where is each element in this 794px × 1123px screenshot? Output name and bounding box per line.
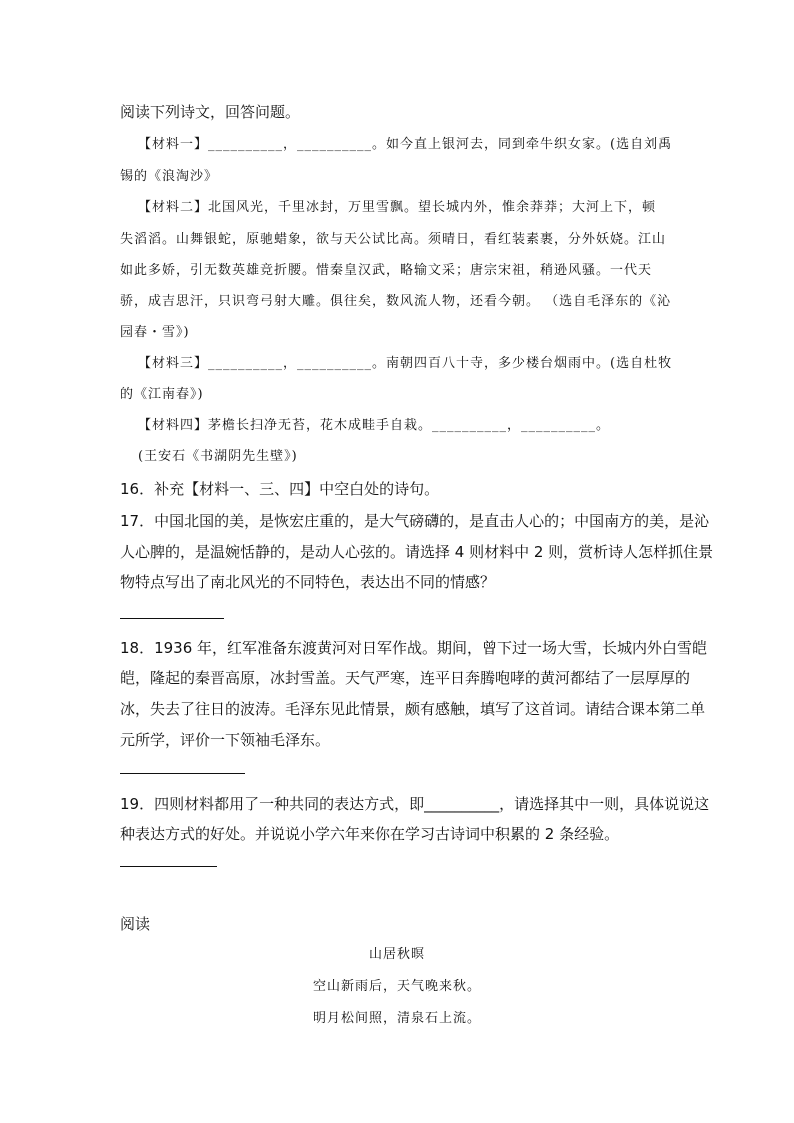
poem-line-2: 明月松间照，清泉石上流。 — [312, 1011, 481, 1026]
material-one-line-1: 【材料一】__________，__________。如今直上银河去，同到牵牛织女家。(选自刘禹 — [138, 137, 673, 152]
answer-line-17[interactable] — [120, 618, 224, 619]
answer-line-18[interactable] — [120, 773, 245, 774]
question-18-line-3: 冰，失去了往日的波涛。毛泽东见此情景，颇有感触，填写了这首词。请结合课本第二单 — [120, 700, 706, 718]
material-two-line-2: 失滔滔。山舞银蛇，原驰蜡象，欲与天公试比高。须晴日，看红装素裹，分外妖娆。江山 — [120, 232, 667, 247]
poem-title: 山居秋暝 — [368, 947, 425, 962]
question-18-line-4: 元所学，评价一下领袖毛泽东。 — [120, 731, 331, 749]
question-19-line-1: 19．四则材料都用了一种共同的表达方式，即__________，请选择其中一则，具体说说这 — [120, 795, 710, 813]
poem-line-1: 空山新雨后，天气晚来秋。 — [312, 979, 481, 994]
material-one-line-2: 锡的《浪淘沙》 — [120, 169, 219, 184]
question-17-line-1: 17．中国北国的美，是恢宏庄重的，是大气磅礴的，是直击人心的；中国南方的美，是沁 — [120, 512, 710, 530]
material-four-line-1: 【材料四】茅檐长扫净无苔，花木成畦手自栽。__________，__________。 — [138, 418, 611, 433]
material-two-line-4: 骄，成吉思汗，只识弯弓射大雕。俱往矣，数风流人物，还看今朝。 （选自毛泽东的《沁 — [120, 294, 672, 309]
reading-instruction: 阅读下列诗文，回答问题。 — [120, 103, 301, 121]
question-17-line-3: 物特点写出了南北风光的不同特色，表达出不同的情感？ — [120, 573, 496, 591]
material-two-line-3: 如此多娇，引无数英雄竞折腰。惜秦皇汉武，略输文采；唐宗宋祖，稍逊风骚。一代天 — [120, 263, 653, 278]
question-18-line-1: 18．1936 年，红军准备东渡黄河对日军作战。期间，曾下过一场大雪，长城内外白雪皑 — [120, 639, 708, 657]
material-two-line-5: 园春・雪》) — [120, 325, 190, 340]
answer-line-19[interactable] — [120, 866, 217, 867]
question-16: 16．补充【材料一、三、四】中空白处的诗句。 — [120, 480, 440, 498]
question-19-line-2: 种表达方式的好处。并说说小学六年来你在学习古诗词中积累的 2 条经验。 — [120, 825, 620, 843]
material-four-source: (王安石《书湖阴先生壁》) — [138, 449, 298, 464]
question-17-line-2: 人心脾的，是温婉恬静的，是动人心弦的。请选择 4 则材料中 2 则，赏析诗人怎样抓住景 — [120, 543, 714, 561]
reading-section-label: 阅读 — [120, 915, 151, 933]
material-three-line-2: 的《江南春》) — [120, 387, 204, 402]
material-two-line-1: 【材料二】北国风光，千里冰封，万里雪飘。望长城内外，惟余莽莽；大河上下，顿 — [138, 200, 657, 215]
question-18-line-2: 皑，隆起的秦晋高原，冰封雪盖。天气严寒，连平日奔腾咆哮的黄河都结了一层厚厚的 — [120, 669, 691, 687]
material-three-line-1: 【材料三】__________，__________。南朝四百八十寺，多少楼台烟雨中。(选自杜牧 — [138, 356, 673, 371]
